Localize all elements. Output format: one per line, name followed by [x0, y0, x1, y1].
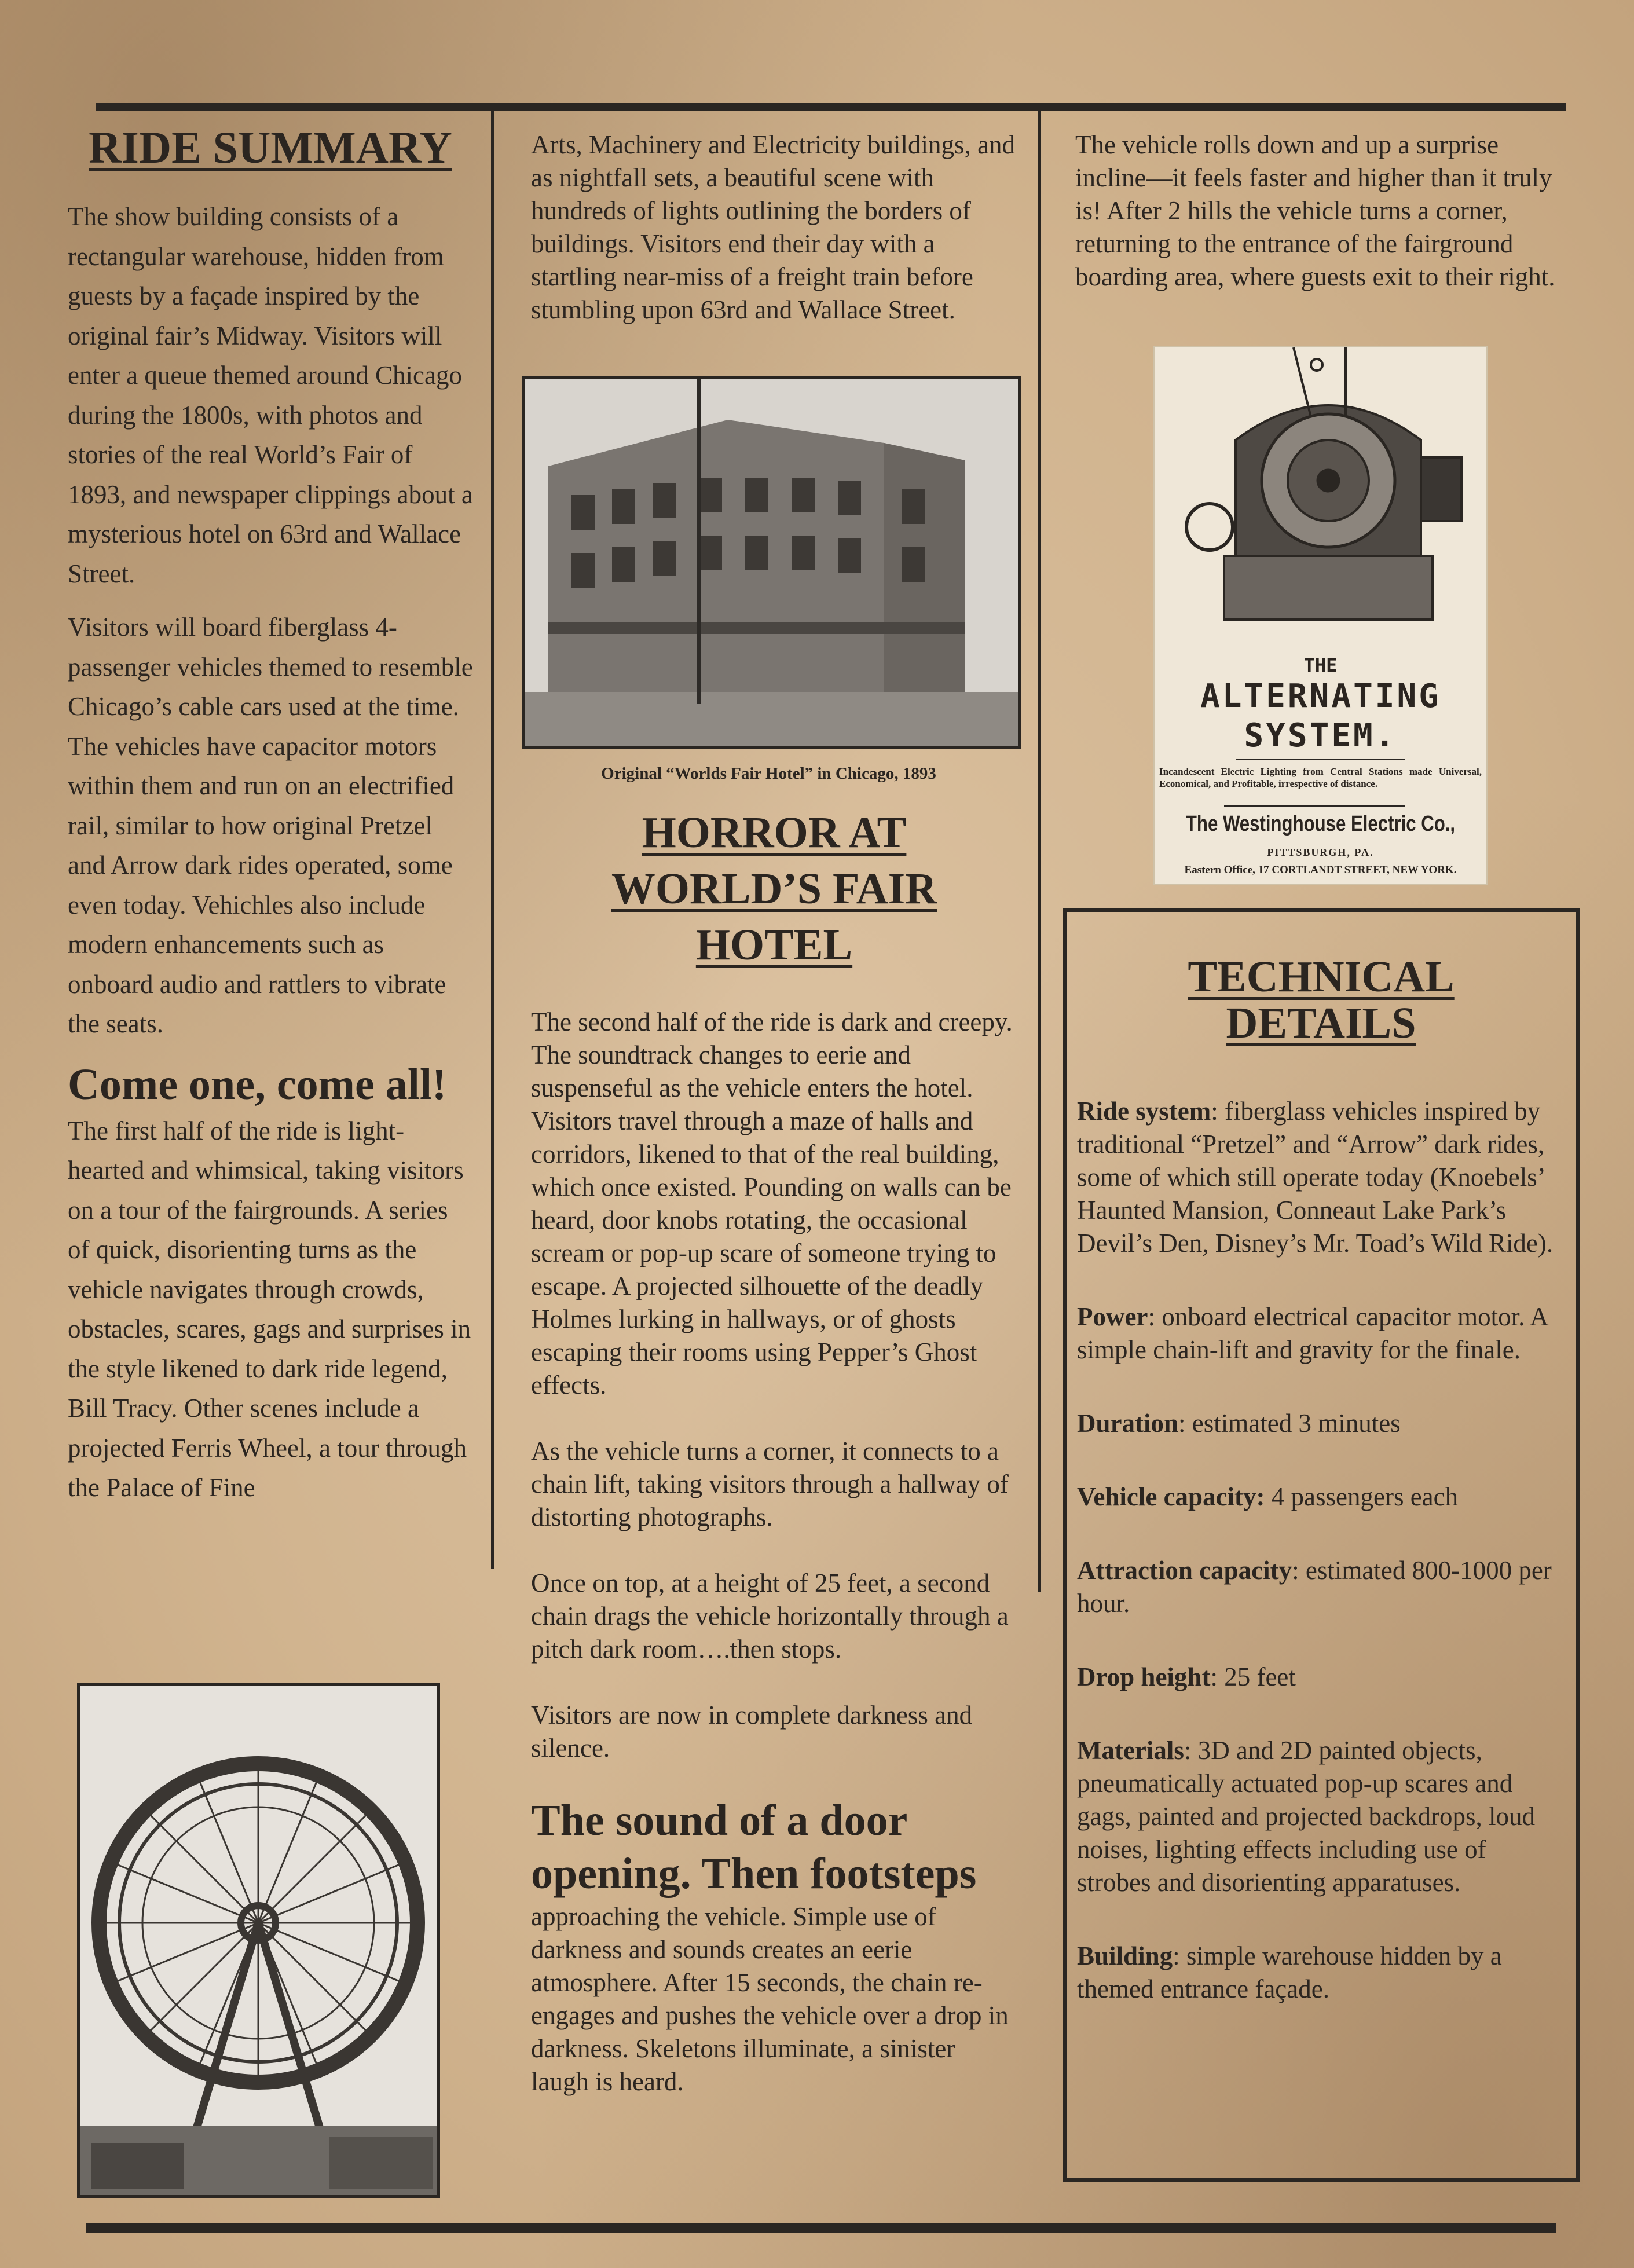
ad-description: Incandescent Electric Lighting from Central Stations made Universal, Economical, and Profitable, irrespective of distance.: [1159, 766, 1482, 789]
technical-heading-line-2: DETAILS: [1226, 999, 1416, 1047]
tech-sep: :: [1148, 1302, 1155, 1331]
technical-heading-line-1: TECHNICAL: [1188, 952, 1455, 1001]
horror-heading-line-1: HORROR AT: [642, 808, 907, 857]
technical-heading: [1067, 954, 1576, 1046]
hotel-building-illustration: [525, 379, 1018, 746]
tech-label: Building: [1077, 1941, 1173, 1970]
ride-summary-heading: RIDE SUMMARY: [89, 122, 452, 173]
tech-text: 4 passengers each: [1265, 1482, 1459, 1511]
tech-text: 3D and 2D painted objects, pneumatically actuated pop-up scares and gags, painted and projected backdrops, loud noises, lighting effects including use of strobes and disorienting apparatuses.: [1077, 1736, 1536, 1897]
tech-sep: :: [1178, 1409, 1186, 1438]
tech-sep: :: [1292, 1556, 1299, 1585]
top-rule: [96, 103, 1566, 111]
horror-heading: [531, 805, 1017, 973]
ad-city: PITTSBURGH, PA.: [1267, 847, 1374, 858]
column-divider-1: [491, 110, 494, 1569]
right-paragraph-1: The vehicle rolls down and up a surprise incline—it feels faster and higher than it truly is! After 2 hills the vehicle turns a corner, returning to the entrance of the fairground boarding area, where guests exit to their right.: [1075, 130, 1555, 291]
tech-sep: :: [1184, 1736, 1192, 1765]
door-opening-lead: The sound of a door opening. Then footsteps: [531, 1796, 977, 1898]
hotel-photo-caption: Original “Worlds Fair Hotel” in Chicago, 1893: [601, 764, 936, 783]
tech-sep: :: [1211, 1097, 1218, 1126]
middle-paragraph-1: Arts, Machinery and Electricity buildings, and as nightfall sets, a beautiful scene with hundreds of lights outlining the borders of buildings. Visitors end their day with a startling near-miss of a freight train before stumbling upon 63rd and Wallace Street.: [531, 130, 1016, 324]
bottom-rule: [86, 2223, 1556, 2233]
tech-label: Attraction capacity: [1077, 1556, 1292, 1585]
tech-label: Vehicle capacity:: [1077, 1482, 1265, 1511]
tech-label: Materials: [1077, 1736, 1184, 1765]
tech-label: Power: [1077, 1302, 1148, 1331]
tech-item-duration: [1077, 1407, 1562, 1440]
tech-sep: :: [1210, 1662, 1218, 1691]
summary-paragraph-3-text: The first half of the ride is light-hearted and whimsical, taking visitors on a tour of the fairgrounds. A series of quick, disorienting turns as the vehicle navigates through crowds, obstacles, scares, gags and surprises in the style likened to dark ride legend, Bill Tracy. Other scenes include a projected Ferris Wheel, a tour through the Palace of Fine: [68, 1116, 471, 1502]
ad-title-system: SYSTEM.: [1244, 717, 1397, 754]
technical-list: [1077, 1095, 1562, 2046]
westinghouse-advertisement: [1153, 346, 1488, 885]
tech-text: simple warehouse hidden by a themed entrance façade.: [1077, 1941, 1502, 2003]
worlds-fair-hotel-photo: [522, 376, 1021, 749]
horror-heading-line-3: HOTEL: [695, 921, 853, 969]
tech-item-ride-system: [1077, 1095, 1562, 1260]
tech-label: Duration: [1077, 1409, 1179, 1438]
tech-text: 25 feet: [1217, 1662, 1296, 1691]
tech-item-attraction-capacity: [1077, 1554, 1562, 1620]
ad-title-alternating: ALTERNATING: [1200, 677, 1441, 715]
ad-company-name: The Westinghouse Electric Co.,: [1185, 812, 1456, 836]
tech-text: estimated 3 minutes: [1185, 1409, 1401, 1438]
tech-item-building: [1077, 1940, 1562, 2006]
tech-text: onboard electrical capacitor motor. A simple chain-lift and gravity for the finale.: [1077, 1302, 1548, 1364]
tech-sep: :: [1173, 1941, 1180, 1970]
middle-paragraph-3: As the vehicle turns a corner, it connects to a chain lift, taking visitors through a hallway of distorting photographs.: [531, 1437, 1009, 1531]
generator-illustration: [1155, 347, 1486, 648]
column-divider-2: [1038, 110, 1041, 1592]
tech-item-materials: [1077, 1734, 1562, 1899]
come-one-come-all-lead: Come one, come all!: [68, 1060, 447, 1109]
ad-title-the: THE: [1303, 654, 1338, 676]
tech-item-vehicle-capacity: [1077, 1481, 1562, 1514]
middle-paragraph-4: Once on top, at a height of 25 feet, a second chain drags the vehicle horizontally through a pitch dark room….then stops.: [531, 1569, 1009, 1664]
column-right: [1075, 129, 1567, 307]
summary-paragraph-3: [68, 1058, 473, 1508]
ad-divider-1: [1236, 759, 1405, 760]
tech-text: fiberglass vehicles inspired by traditional “Pretzel” and “Arrow” dark rides, some of which still operate today (Knoebels’ Haunted Mansion, Conneaut Lake Park’s Devil’s Den, Disney’s Mr. Toad’s Wild Ride).: [1077, 1097, 1554, 1258]
tech-text: estimated 800-1000 per hour.: [1077, 1556, 1552, 1618]
tech-label: Ride system: [1077, 1097, 1211, 1126]
column-middle: [531, 129, 1017, 340]
ferris-wheel-photo: [77, 1683, 440, 2198]
summary-paragraph-2: Visitors will board fiberglass 4-passenger vehicles themed to resemble Chicago’s cable cars used at the time. The vehicles have capacitor motors within them and run on an electrified rail, similar to how original Pretzel and Arrow dark rides operated, some even today. Vehichles also include modern enhancements such as onboard audio and rattlers to vibrate the seats.: [68, 613, 473, 1038]
tech-item-drop-height: [1077, 1661, 1562, 1694]
middle-paragraph-2: The second half of the ride is dark and creepy. The soundtrack changes to eerie and suspenseful as the vehicle enters the hotel. Visitors travel through a maze of halls and corridors, likened to that of the real building, which once existed. Pounding on walls can be heard, door knobs rotating, the occasional scream or pop-up scare of someone trying to escape. A projected silhouette of the deadly Holmes lurking in hallways, or of ghosts escaping their rooms using Pepper’s Ghost effects.: [531, 1007, 1013, 1399]
technical-details-box: [1063, 908, 1580, 2182]
middle-paragraph-5: Visitors are now in complete darkness and silence.: [531, 1701, 973, 1763]
tech-item-power: [1077, 1300, 1562, 1366]
summary-paragraph-1: The show building consists of a rectangular warehouse, hidden from guests by a façade inspired by the original fair’s Midway. Visitors will enter a queue themed around Chicago during the 1800s, with photos and stories of the real World’s Fair of 1893, and newspaper clippings about a mysterious hotel on 63rd and Wallace Street.: [68, 202, 473, 588]
horror-heading-line-2: WORLD’S FAIR: [611, 864, 937, 913]
tech-label: Drop height: [1077, 1662, 1211, 1691]
column-middle-lower: [531, 805, 1017, 2112]
ad-divider-2: [1224, 805, 1405, 807]
middle-paragraph-6: [531, 1794, 1017, 2098]
column-ride-summary: [68, 116, 473, 1522]
middle-paragraph-6-text: approaching the vehicle. Simple use of darkness and sounds creates an eerie atmosphere. After 15 seconds, the chain re-engages and pushes the vehicle over a drop in darkness. Skeletons illuminate, a sinister laugh is heard.: [531, 1902, 1009, 2096]
ferris-wheel-illustration: [80, 1686, 437, 2195]
ad-office: Eastern Office, 17 CORTLANDT STREET, NEW YORK.: [1184, 864, 1457, 876]
